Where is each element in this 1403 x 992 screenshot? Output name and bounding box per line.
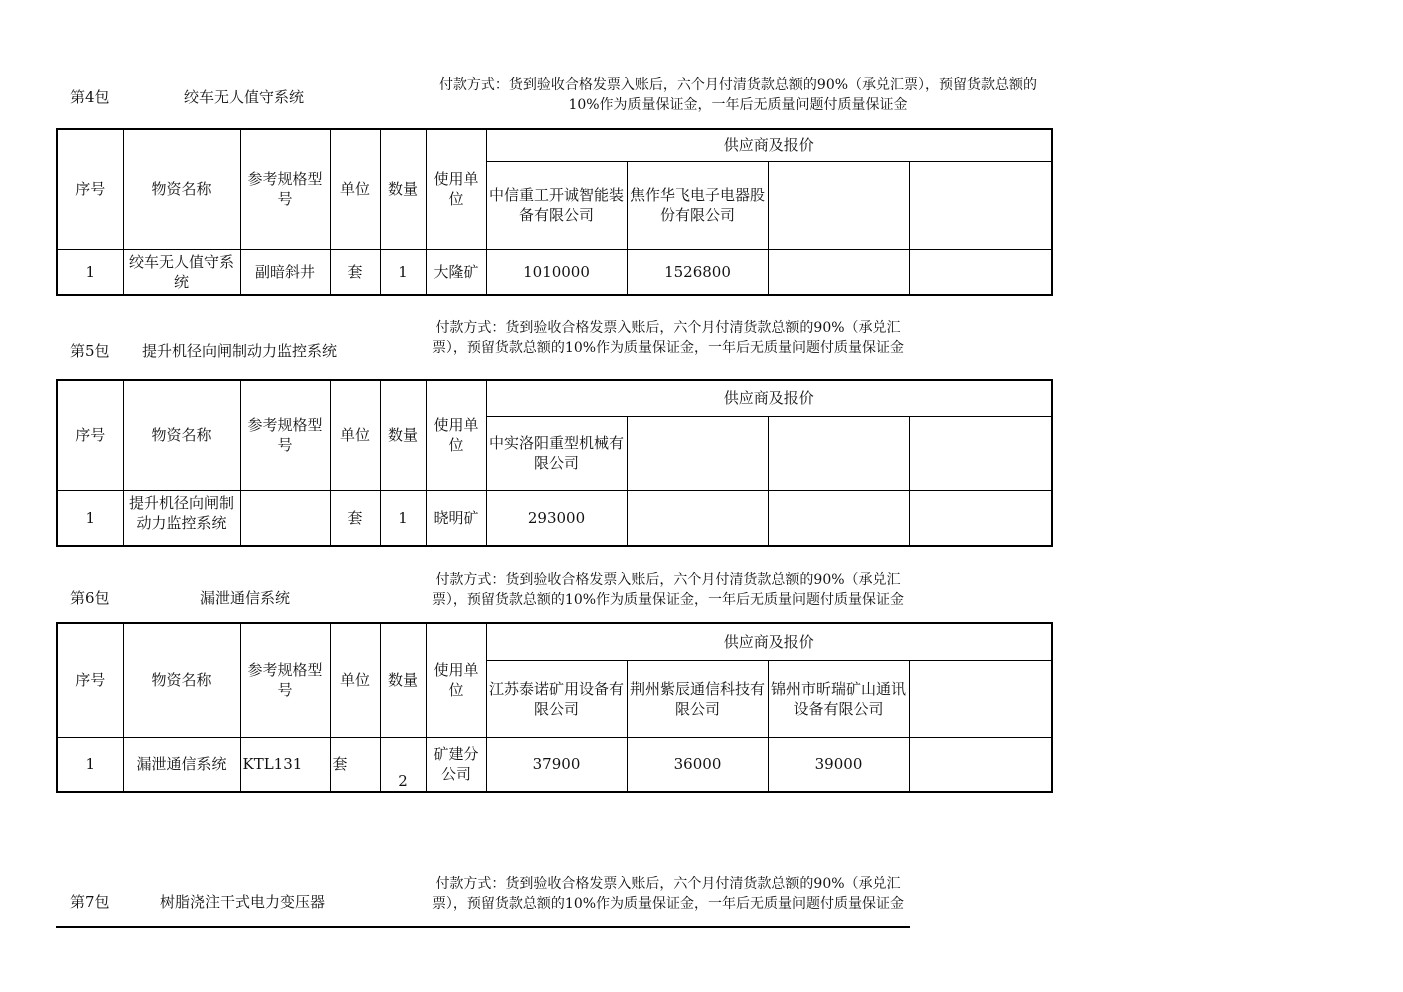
header-qty: 数量	[380, 380, 426, 490]
header-name: 物资名称	[123, 623, 240, 737]
row-user: 大隆矿	[426, 249, 486, 295]
price-4	[909, 249, 1052, 295]
row-spec: 副暗斜井	[240, 249, 330, 295]
header-user: 使用单位	[426, 623, 486, 737]
header-user: 使用单位	[426, 380, 486, 490]
package-5-title: 提升机径向闸制动力监控系统	[142, 342, 338, 360]
supplier-1: 江苏泰诺矿用设备有限公司	[486, 660, 627, 737]
supplier-1: 中实洛阳重型机械有限公司	[486, 416, 627, 490]
header-seq: 序号	[57, 623, 123, 737]
row-name: 绞车无人值守系统	[123, 249, 240, 295]
package-4-title: 绞车无人值守系统	[184, 88, 305, 106]
header-user: 使用单位	[426, 129, 486, 249]
header-unit: 单位	[330, 623, 380, 737]
package-6-payment-terms: 付款方式：货到验收合格发票入账后，六个月付清货款总额的90%（承兑汇票），预留货款总额的10%作为质量保证金，一年后无质量问题付质量保证金	[431, 572, 905, 608]
header-supplier: 供应商及报价	[486, 380, 1052, 416]
header-seq: 序号	[57, 380, 123, 490]
header-supplier: 供应商及报价	[486, 623, 1052, 660]
header-spec: 参考规格型号	[240, 380, 330, 490]
package-7-title: 树脂浇注干式电力变压器	[160, 893, 326, 911]
row-name: 漏泄通信系统	[123, 737, 240, 792]
row-qty: 1	[380, 249, 426, 295]
price-1: 1010000	[486, 249, 627, 295]
supplier-4	[909, 660, 1052, 737]
package-5-table	[56, 379, 1053, 547]
header-seq: 序号	[57, 129, 123, 249]
price-1: 37900	[486, 737, 627, 792]
package-7-number: 第7包	[70, 893, 110, 911]
supplier-4	[909, 161, 1052, 249]
row-spec: KTL131	[240, 737, 330, 792]
header-unit: 单位	[330, 129, 380, 249]
row-seq: 1	[57, 737, 123, 792]
row-unit: 套	[330, 737, 380, 792]
row-qty: 1	[380, 490, 426, 546]
header-supplier: 供应商及报价	[486, 129, 1052, 161]
price-4	[909, 737, 1052, 792]
header-spec: 参考规格型号	[240, 129, 330, 249]
package-4-payment-terms: 付款方式：货到验收合格发票入账后，六个月付清货款总额的90%（承兑汇票），预留货款总额的10%作为质量保证金，一年后无质量问题付质量保证金	[438, 77, 1038, 113]
price-3	[768, 249, 909, 295]
supplier-2: 荆州紫辰通信科技有限公司	[627, 660, 768, 737]
row-spec	[240, 490, 330, 546]
price-3: 39000	[768, 737, 909, 792]
price-4	[909, 490, 1052, 546]
row-unit: 套	[330, 249, 380, 295]
price-1: 293000	[486, 490, 627, 546]
supplier-3: 锦州市昕瑞矿山通讯设备有限公司	[768, 660, 909, 737]
supplier-2: 焦作华飞电子电器股份有限公司	[627, 161, 768, 249]
row-seq: 1	[57, 249, 123, 295]
package-5-number: 第5包	[70, 342, 110, 360]
header-qty: 数量	[380, 623, 426, 737]
header-name: 物资名称	[123, 129, 240, 249]
row-user: 矿建分公司	[426, 737, 486, 792]
package-5-payment-terms: 付款方式：货到验收合格发票入账后，六个月付清货款总额的90%（承兑汇票），预留货款总额的10%作为质量保证金，一年后无质量问题付质量保证金	[431, 320, 905, 356]
price-3	[768, 490, 909, 546]
package-6-table	[56, 622, 1053, 793]
price-2	[627, 490, 768, 546]
package-7-table-top-border	[56, 926, 910, 928]
header-unit: 单位	[330, 380, 380, 490]
header-qty: 数量	[380, 129, 426, 249]
supplier-4	[909, 416, 1052, 490]
supplier-3	[768, 416, 909, 490]
package-6-title: 漏泄通信系统	[200, 589, 291, 607]
row-name-text: 提升机径向闸制动力监控系统	[128, 493, 234, 532]
header-name: 物资名称	[123, 380, 240, 490]
row-unit: 套	[330, 490, 380, 546]
price-2: 1526800	[627, 249, 768, 295]
row-seq: 1	[57, 490, 123, 546]
row-qty: 2	[380, 737, 426, 792]
package-4-table	[56, 128, 1053, 296]
header-spec: 参考规格型号	[240, 623, 330, 737]
package-6-number: 第6包	[70, 589, 110, 607]
supplier-3	[768, 161, 909, 249]
package-7-payment-terms: 付款方式：货到验收合格发票入账后，六个月付清货款总额的90%（承兑汇票），预留货款总额的10%作为质量保证金，一年后无质量问题付质量保证金	[431, 876, 905, 912]
row-name	[123, 490, 240, 546]
price-2: 36000	[627, 737, 768, 792]
supplier-1: 中信重工开诚智能装备有限公司	[486, 161, 627, 249]
package-4-number: 第4包	[70, 88, 110, 106]
supplier-2	[627, 416, 768, 490]
row-user: 晓明矿	[426, 490, 486, 546]
